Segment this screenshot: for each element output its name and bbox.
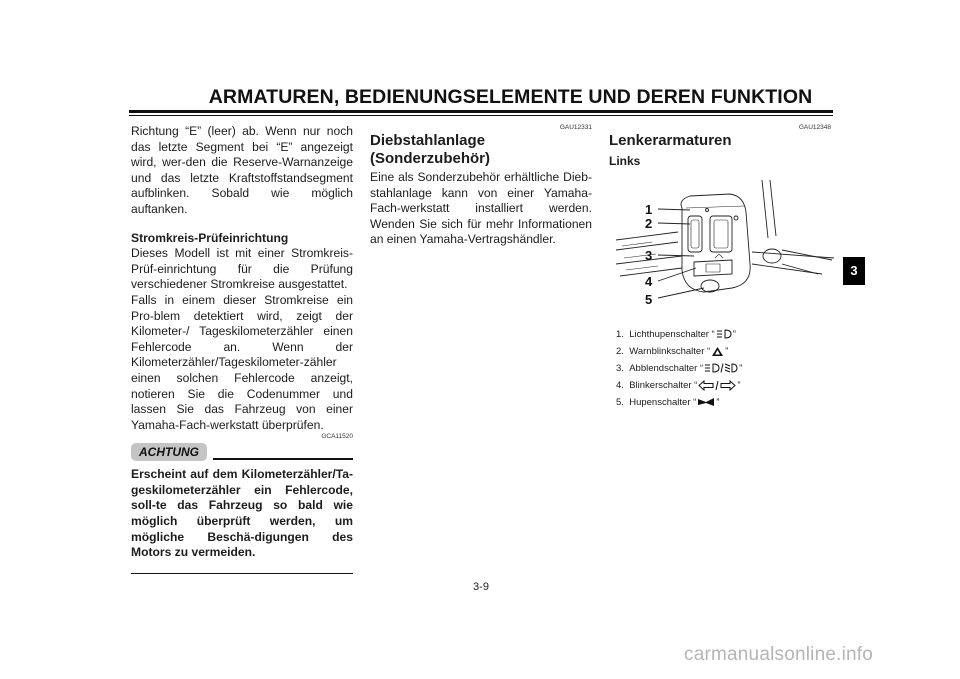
page-header xyxy=(188,86,833,110)
legend-item-4: 4. Blinkerschalter “ ” xyxy=(616,380,741,391)
column-1 xyxy=(131,124,353,574)
legend-item-5: 5. Hupenschalter “ ” xyxy=(616,397,720,408)
callout-4: 4 xyxy=(645,274,653,289)
section-heading-handlebar-switches: Lenkerarmaturen xyxy=(609,132,732,149)
caution-badge: ACHTUNG xyxy=(131,443,207,461)
caution-text: Erscheint auf dem Kilometerzähler/Ta-geskilometerzähler ein Fehlercode, soll-te das Fahrzeug so bald wie möglich überprüft werden, um mögliche Beschä-digungen des Motors zu vermeiden. xyxy=(131,467,353,560)
error-code-paragraph: Falls in einem dieser Stromkreise ein Pro-blem detektiert wird, zeigt der Kilometer-/ Tageskilometerzähler einen Fehlercode an. Wenn der Kilometerzähler/Tageskilometer-zähler einen solchen Fehlercode anzeigt, notieren Sie die Codenummer und lassen Sie das Fahrzeug von einer Yamaha-Fach-werkstatt überprüfen. xyxy=(131,292,353,432)
circuit-check-paragraph: Dieses Modell ist mit einer Stromkreis-Prüf-einrichtung für die Prüfung verschiedener Stromkreise ausgestattet. xyxy=(131,246,353,292)
caution-rule xyxy=(213,458,353,460)
caution-header xyxy=(131,441,353,463)
column-2 xyxy=(370,124,592,248)
antitheft-paragraph: Eine als Sonderzubehör erhältliche Dieb-stahlanlage kann von einer Yamaha-Fach-werkstatt installiert werden. Wenden Sie sich für mehr Informationen an einen Yamaha-Vertragshändler. xyxy=(370,170,592,247)
heading-line-1: Diebstahlanlage xyxy=(370,132,486,149)
callout-2: 2 xyxy=(645,216,653,231)
reference-code: GAU12331 xyxy=(559,124,592,131)
callout-1: 1 xyxy=(645,202,653,217)
diagram-legend xyxy=(616,326,742,411)
section-heading-circuit-check: Stromkreis-Prüfeinrichtung xyxy=(131,230,289,245)
watermark: carmanualsonline.info xyxy=(684,644,874,665)
high-beam-icon xyxy=(716,329,732,339)
dimmer-icon xyxy=(704,363,738,373)
chapter-tab: 3 xyxy=(843,257,865,285)
legend-item-2: 2. Warnblinkschalter “ ” xyxy=(616,346,729,357)
section-heading-antitheft xyxy=(370,132,592,168)
reference-code: GAU12348 xyxy=(798,124,831,131)
callout-5: 5 xyxy=(645,292,653,307)
callout-3: 3 xyxy=(645,248,653,263)
hazard-icon xyxy=(711,346,724,357)
turn-signal-icon xyxy=(698,380,736,391)
column-3 xyxy=(609,124,831,169)
subheading-left: Links xyxy=(609,154,641,168)
legend-item-3: 3. Abblendschalter “ ” xyxy=(616,363,743,374)
horn-icon xyxy=(697,397,715,407)
heading-line-2: (Sonderzubehör) xyxy=(370,150,490,167)
fuel-paragraph: Richtung “E” (leer) ab. Wenn nur noch das letzte Segment bei “E” angezeigt wird, wer-den die Reserve-Warnanzeige und das letzte Kraftstoffstandsegment aufblinken. Sobald wie möglich auftanken. xyxy=(131,124,353,216)
header-rule xyxy=(129,110,833,113)
header-rule-thin xyxy=(129,115,833,116)
page-number: 3-9 xyxy=(473,581,489,593)
handlebar-switch-diagram xyxy=(612,178,836,310)
legend-item-1: 1. Lichthupenschalter “ ” xyxy=(616,329,736,340)
caution-end-rule xyxy=(131,573,353,575)
page-title: ARMATUREN, BEDIENUNGSELEMENTE UND DEREN FUNKTION xyxy=(208,86,813,108)
reference-code: GCA11520 xyxy=(321,433,353,441)
